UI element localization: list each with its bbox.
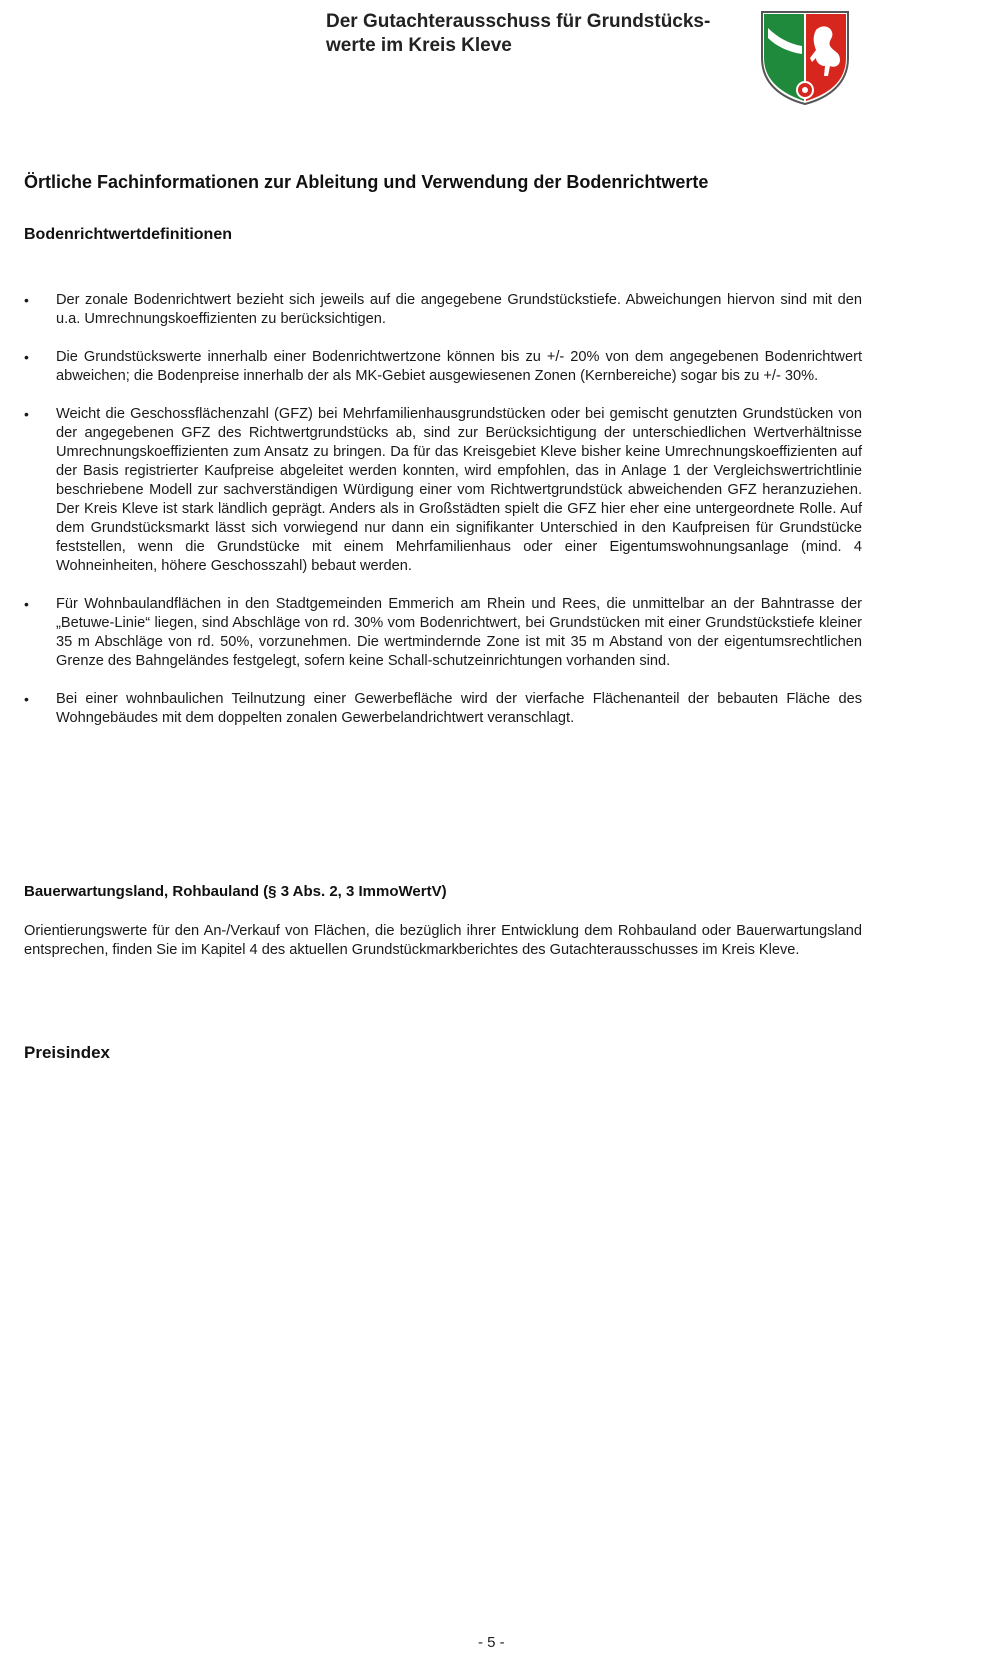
- bauerwartungsland-paragraph: Orientierungswerte für den An-/Verkauf von Flächen, die bezüglich ihrer Entwicklung dem Rohbauland oder Bauerwartungsland entsprechen, finden Sie im Kapitel 4 des aktuellen Grundstückmarkberichtes des Gutachterausschusses im Kreis Kleve.: [24, 923, 862, 958]
- list-item-text: Weicht die Geschossflächenzahl (GFZ) bei Mehrfamilienhausgrundstücken oder bei gemischt genutzten Grundstücken von der angegebenen GFZ des Richtwertgrundstücks ab, sind zur Berücksichtigung der unterschiedlichen Wertverhältnisse Umrechnungskoeffizienten zum Ansatz zu bringen. Da für das Kreisgebiet Kleve bisher keine Umrechnungskoeffizienten auf der Basis registrierter Kaufpreise abgeleitet werden konnten, wird empfohlen, das in Anlage 1 der Vergleichswertrichtlinie beschriebene Modell zur sachverständigen Würdigung einer vom Richtwertgrundstück abweichenden GFZ heranzuziehen. Der Kreis Kleve ist stark ländlich geprägt. Anders als in Großstädten spielt die GFZ hier eher eine untergeordnete Rolle. Auf dem Grundstücksmarkt lässt sich vorwiegend nur dann ein signifikanter Unterschied in den Kaufpreisen für Grundstücke feststellen, wenn die Grundstücke mit einem Mehrfamilienhaus oder einer Eigentumswohnungsanlage (mind. 4 Wohneinheiten, höhere Geschosszahl) bebaut werden.: [56, 406, 862, 574]
- bullet-icon: •: [24, 691, 29, 707]
- list-item: [24, 348, 862, 386]
- list-item: [24, 405, 862, 576]
- section-heading-preisindex: Preisindex: [24, 1043, 110, 1062]
- section-heading-bauerwartungsland: Bauerwartungsland, Rohbauland (§ 3 Abs. 2, 3 ImmoWertV): [24, 883, 447, 900]
- list-item: [24, 291, 862, 329]
- bullet-icon: •: [24, 596, 29, 612]
- section-heading-definitions: Bodenrichtwertdefinitionen: [24, 226, 232, 243]
- header-title: [326, 10, 746, 58]
- bullet-icon: •: [24, 406, 29, 422]
- list-item-text: Für Wohnbaulandflächen in den Stadtgemeinden Emmerich am Rhein und Rees, die unmittelbar an der Bahntrasse der „Betuwe-Linie“ liegen, sind Abschläge von rd. 30% vom Bodenrichtwert, bei Grundstücken mit einer Grundstückstiefe kleiner 35 m Abschläge von rd. 50%, vorzunehmen. Die wertmindernde Zone ist mit 35 m Abstand von der eigentumsrechtlichen Grenze des Bahngeländes festgelegt, sofern keine Schall-schutzeinrichtungen vorhanden sind.: [56, 596, 862, 669]
- page-number: - 5 -: [478, 1634, 505, 1651]
- definitions-list: [24, 291, 862, 728]
- list-item: [24, 595, 862, 671]
- list-item-text: Bei einer wohnbaulichen Teilnutzung einer Gewerbefläche wird der vierfache Flächenanteil der bebauten Fläche des Wohngebäudes mit dem doppelten zonalen Gewerbelandrichtwert veranschlagt.: [56, 691, 862, 726]
- bullet-icon: •: [24, 292, 29, 308]
- list-item-text: Der zonale Bodenrichtwert bezieht sich jeweils auf die angegebene Grundstückstiefe. Abweichungen hiervon sind mit den u.a. Umrechnungskoeffizienten zu berücksichtigen.: [56, 292, 862, 327]
- list-item-text: Die Grundstückswerte innerhalb einer Bodenrichtwertzone können bis zu +/- 20% von dem angegebenen Bodenrichtwert abweichen; die Bodenpreise innerhalb der als MK-Gebiet ausgewiesenen Zonen (Kernbereiche) sogar bis zu +/- 30%.: [56, 349, 862, 384]
- bullet-icon: •: [24, 349, 29, 365]
- header-title-line-1: Der Gutachterausschuss für Grundstücks-: [326, 11, 711, 32]
- list-item: [24, 690, 862, 728]
- header-title-line-2: werte im Kreis Kleve: [326, 35, 512, 56]
- main-title: Örtliche Fachinformationen zur Ableitung und Verwendung der Bodenrichtwerte: [24, 172, 709, 192]
- nrw-coat-of-arms-icon: [758, 8, 852, 106]
